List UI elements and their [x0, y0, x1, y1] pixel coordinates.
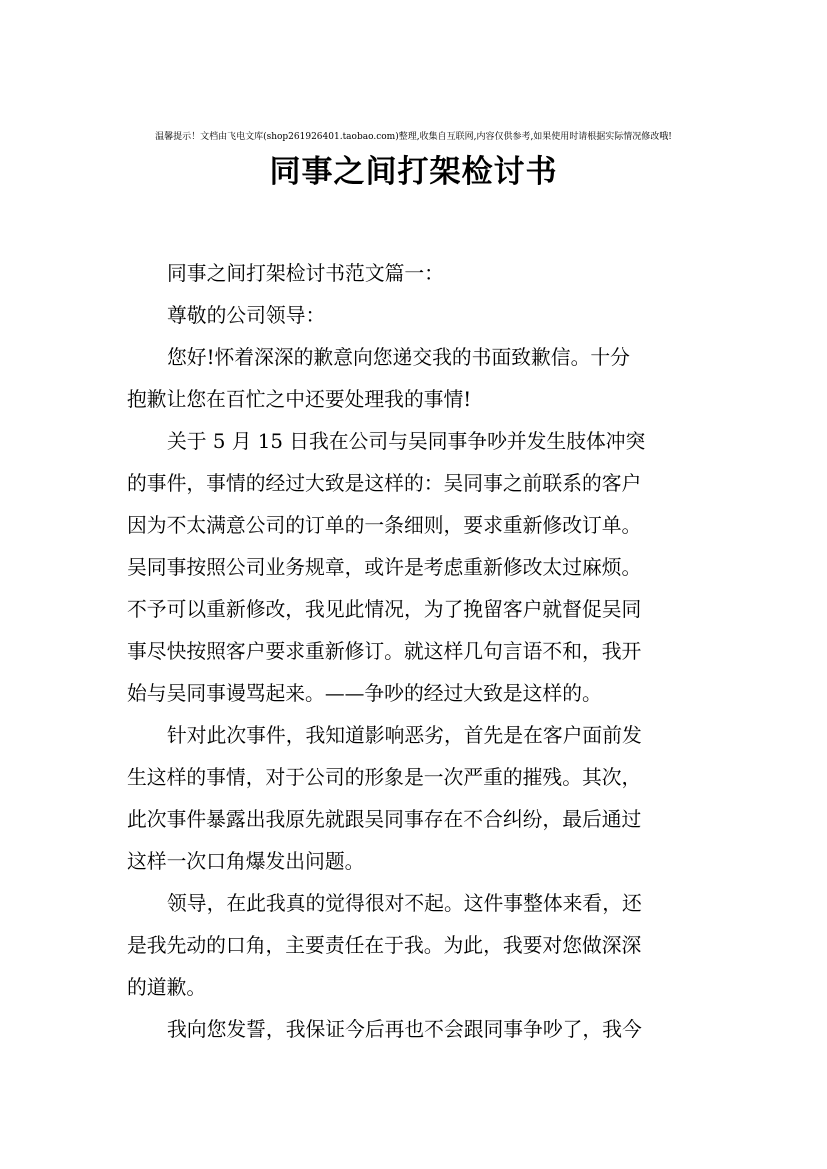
text-line: 领导，在此我真的觉得很对不起。这件事整体来看，还	[167, 892, 642, 915]
paragraph-salutation	[127, 295, 715, 337]
text-line: 您好!怀着深深的歉意向您递交我的书面致歉信。十分	[167, 346, 630, 369]
paragraph-heading	[127, 253, 715, 295]
text-line: 是我先动的口角，主要责任在于我。为此，我要对您做深深	[127, 934, 642, 957]
text-line: 不予可以重新修改，我见此情况，为了挽留客户就督促吴同	[127, 598, 642, 621]
paragraph-promise	[127, 1009, 715, 1051]
text-line: 抱歉让您在百忙之中还要处理我的事情!	[127, 388, 472, 411]
text-line: 始与吴同事谩骂起来。——争吵的经过大致是这样的。	[127, 682, 602, 705]
paragraph-impact	[127, 715, 715, 883]
text-line: 的道歉。	[127, 976, 207, 999]
paragraph-incident	[127, 421, 715, 715]
paragraph-greeting	[127, 337, 715, 421]
paragraph-apology	[127, 883, 715, 1009]
text-line: 吴同事按照公司业务规章，或许是考虑重新修改太过麻烦。	[127, 556, 642, 579]
document-body	[127, 253, 715, 1051]
text-line: 关于 5 月 15 日我在公司与吴同事争吵并发生肢体冲突	[167, 430, 646, 453]
text-line: 的事件，事情的经过大致是这样的：吴同事之前联系的客户	[127, 472, 642, 495]
text-line: 此次事件暴露出我原先就跟吴同事存在不合纠纷，最后通过	[127, 808, 642, 831]
text-line: 事尽快按照客户要求重新修订。就这样几句言语不和，我开	[127, 640, 642, 663]
document-title: 同事之间打架检讨书	[269, 154, 558, 190]
text-line: 生这样的事情，对于公司的形象是一次严重的摧残。其次，	[127, 766, 642, 789]
text-line: 针对此次事件，我知道影响恶劣，首先是在客户面前发	[167, 724, 642, 747]
text-line: 我向您发誓，我保证今后再也不会跟同事争吵了，我今	[167, 1018, 642, 1041]
header-notice: 温馨提示！文档由飞电文库(shop261926401.taobao.com)整理,收集自互联网,内容仅供参考,如果使用时请根据实际情况修改哦!	[155, 132, 672, 142]
text-line: 这样一次口角爆发出问题。	[127, 850, 365, 873]
text-line: 尊敬的公司领导：	[167, 304, 326, 327]
text-line: 因为不太满意公司的订单的一条细则，要求重新修改订单。	[127, 514, 642, 537]
text-line: 同事之间打架检讨书范文篇一：	[167, 262, 444, 285]
